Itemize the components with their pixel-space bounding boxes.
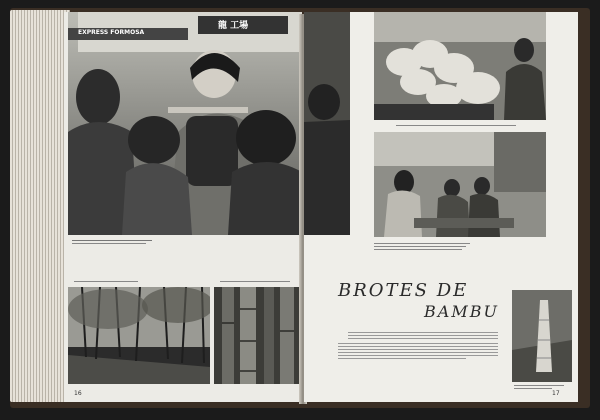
- left-caption-1: [74, 280, 154, 284]
- bamboo-shoot-photo: [512, 290, 572, 382]
- article-body-text: [338, 330, 498, 382]
- bamboo-stalks-photo: [214, 287, 302, 384]
- market-vendor-photo: [68, 12, 302, 235]
- banner-text: EXPRESS FORMOSA: [78, 29, 145, 36]
- shoots-caption: [396, 124, 526, 128]
- bamboo-shoot-image: [512, 290, 572, 382]
- right-page: [304, 12, 578, 402]
- right-page-number: 17: [552, 390, 560, 397]
- article-headline-line2: BAMBU: [424, 302, 499, 321]
- bamboo-shoots-pile-photo: [374, 12, 546, 120]
- left-caption-2: [220, 280, 300, 284]
- article-headline-line1: BROTES DE: [338, 280, 469, 301]
- bamboo-forest-image: [68, 287, 210, 384]
- shoot-caption: [514, 384, 570, 392]
- left-page: [64, 12, 302, 402]
- page-edges: [10, 10, 70, 402]
- left-page-number: 16: [74, 390, 82, 397]
- drop-cap: [338, 330, 348, 340]
- shop-sign-text: 龍 工場: [218, 21, 249, 31]
- market-continuation-image: [304, 12, 350, 235]
- top-left-caption-block: [72, 238, 162, 252]
- bamboo-shoots-pile-image: [374, 12, 546, 120]
- market-vendor-image: [68, 12, 302, 235]
- bamboo-stalks-image: [214, 287, 302, 384]
- bamboo-forest-photo: [68, 287, 210, 384]
- market-continuation-photo: [304, 12, 350, 235]
- right-mid-caption: [374, 241, 474, 255]
- street-market-photo: [374, 132, 546, 237]
- street-market-image: [374, 132, 546, 237]
